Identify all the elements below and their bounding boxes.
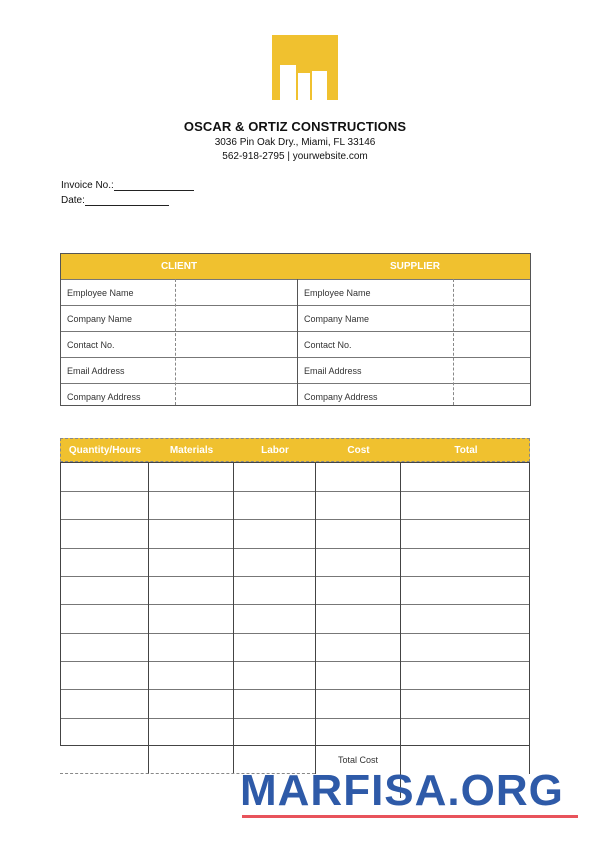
party-row: [61, 331, 530, 357]
table-row: [61, 689, 529, 690]
invoice-number-field[interactable]: [61, 180, 194, 191]
client-row-label: Company Address: [67, 392, 141, 402]
column-total: Total: [454, 445, 478, 456]
party-row: [61, 357, 530, 383]
table-row: [61, 491, 529, 492]
items-header: [60, 438, 530, 462]
column-labor: Labor: [261, 445, 289, 456]
date-line: [85, 195, 169, 206]
client-row-label: Email Address: [67, 366, 125, 376]
table-row: [61, 633, 529, 634]
company-address: 3036 Pin Oak Dry., Miami, FL 33146: [214, 137, 376, 148]
table-row: [61, 604, 529, 605]
supplier-row-label: Employee Name: [304, 288, 371, 298]
column-materials: Materials: [169, 445, 214, 456]
table-row: [61, 718, 529, 719]
client-supplier-divider: [297, 279, 298, 405]
column-divider: [315, 462, 316, 774]
client-supplier-header: [61, 254, 530, 279]
company-contact: 562-918-2795 | yourwebsite.com: [222, 151, 368, 162]
table-row: [61, 519, 529, 520]
party-row: [61, 305, 530, 331]
party-row: [61, 383, 530, 405]
supplier-row-label: Company Name: [304, 314, 370, 324]
table-row: [61, 548, 529, 549]
column-cost: Cost: [347, 445, 370, 456]
client-row-label: Company Name: [67, 314, 133, 324]
invoice-number-label: Invoice No.:: [61, 180, 114, 191]
total-cost-label: Total Cost: [337, 755, 379, 765]
client-header: CLIENT: [160, 261, 198, 272]
watermark-text: MARFISA.ORG: [240, 766, 564, 815]
supplier-value-divider: [453, 279, 454, 405]
company-name: OSCAR & ORTIZ CONSTRUCTIONS: [183, 119, 407, 134]
table-row: [61, 576, 529, 577]
column-quantity-hours: Quantity/Hours: [68, 445, 142, 456]
date-field[interactable]: [61, 195, 169, 206]
date-label: Date:: [61, 195, 85, 206]
supplier-row-label: Email Address: [304, 366, 362, 376]
company-logo: [272, 35, 338, 100]
column-divider: [233, 462, 234, 774]
client-supplier-table: [60, 253, 531, 406]
invoice-number-line: [114, 180, 194, 191]
table-row: [61, 661, 529, 662]
client-value-divider: [175, 279, 176, 405]
supplier-row-label: Contact No.: [304, 340, 352, 350]
supplier-row-label: Company Address: [304, 392, 378, 402]
party-row: [61, 279, 530, 305]
supplier-header: SUPPLIER: [389, 261, 440, 272]
client-row-label: Contact No.: [67, 340, 115, 350]
client-row-label: Employee Name: [67, 288, 134, 298]
watermark-underline: [242, 815, 578, 818]
items-grid: [60, 462, 530, 746]
column-divider: [148, 462, 149, 774]
